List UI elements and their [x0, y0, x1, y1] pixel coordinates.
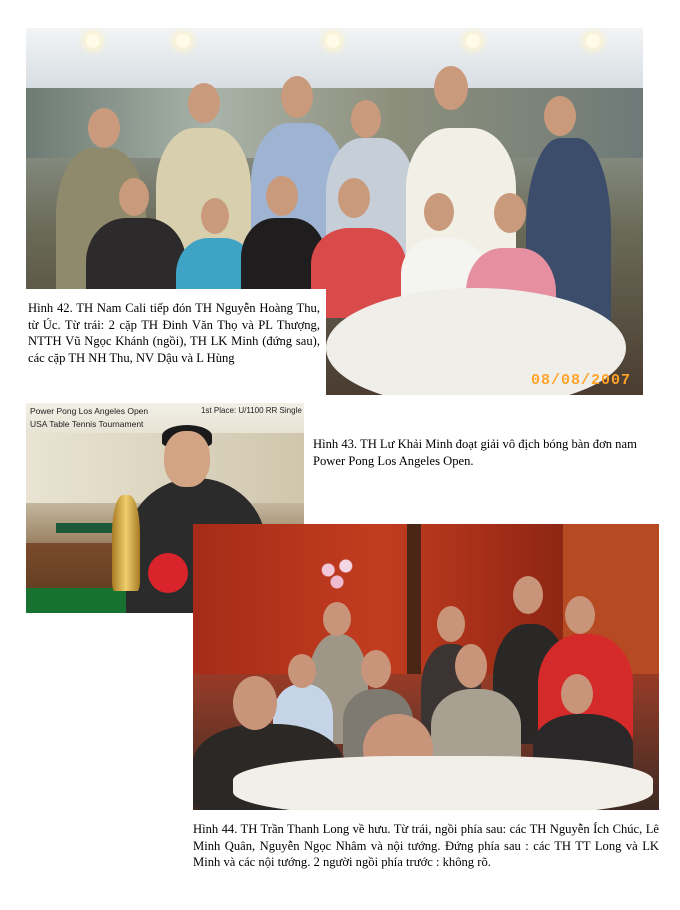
caption-figure-43: Hình 43. TH Lư Khải Minh đoạt giải vô địch bóng bàn đơn nam Power Pong Los Angeles Open. [313, 437, 637, 468]
person-head [513, 576, 543, 614]
person-head [88, 108, 120, 148]
ceiling-light [466, 34, 480, 48]
banner-award: 1st Place: U/1100 RR Single [201, 406, 302, 415]
person-head [338, 178, 370, 218]
banner-subtitle: USA Table Tennis Tournament [30, 419, 144, 429]
banner-title: Power Pong Los Angeles Open [30, 406, 149, 416]
caption-figure-42: Hình 42. TH Nam Cali tiếp đón TH Nguyễn Hoàng Thu, từ Úc. Từ trái: 2 cặp TH Đinh Văn Thọ và PL Thượng, NTTH Vũ Ngọc Khánh (ngồi), TH LK Minh (đứng sau), các cặp TH NH Thu, NV Dậu và L Hùng [28, 301, 320, 365]
player-face [164, 431, 210, 487]
person-head [119, 178, 149, 216]
caption-figure-44: Hình 44. TH Trần Thanh Long về hưu. Từ trái, ngồi phía sau: các TH Nguyễn Ích Chúc, Lê Minh Quân, Nguyễn Ngọc Nhâm và nội tướng. Đứng phía sau : các TH TT Long và LK Minh và các nội tướng. 2 người ngồi phía trước : không rõ. [193, 822, 659, 869]
ceiling-light [176, 34, 190, 48]
person-head [288, 654, 316, 688]
person-head [201, 198, 229, 234]
person-head [188, 83, 220, 123]
person-head [544, 96, 576, 136]
date-stamp: 08/08/2007 [530, 372, 631, 389]
person-head [266, 176, 298, 216]
person-head [424, 193, 454, 231]
person-head [233, 676, 277, 730]
person-head [361, 650, 391, 688]
ceiling-light [586, 34, 600, 48]
dining-table [233, 756, 653, 810]
person-head [455, 644, 487, 688]
person-head [281, 76, 313, 118]
ceiling-light [86, 34, 100, 48]
ping-pong-paddle [148, 553, 188, 593]
wood-pillar [407, 524, 421, 674]
person-head [351, 100, 381, 138]
person-head [437, 606, 465, 642]
person-head [565, 596, 595, 634]
ceiling-light [326, 34, 340, 48]
retirement-dinner-photo [193, 524, 659, 810]
person-head [494, 193, 526, 233]
flowers [315, 554, 359, 594]
person-head [561, 674, 593, 714]
person-head [434, 66, 468, 110]
person-head [323, 602, 351, 636]
trophy [112, 495, 140, 591]
